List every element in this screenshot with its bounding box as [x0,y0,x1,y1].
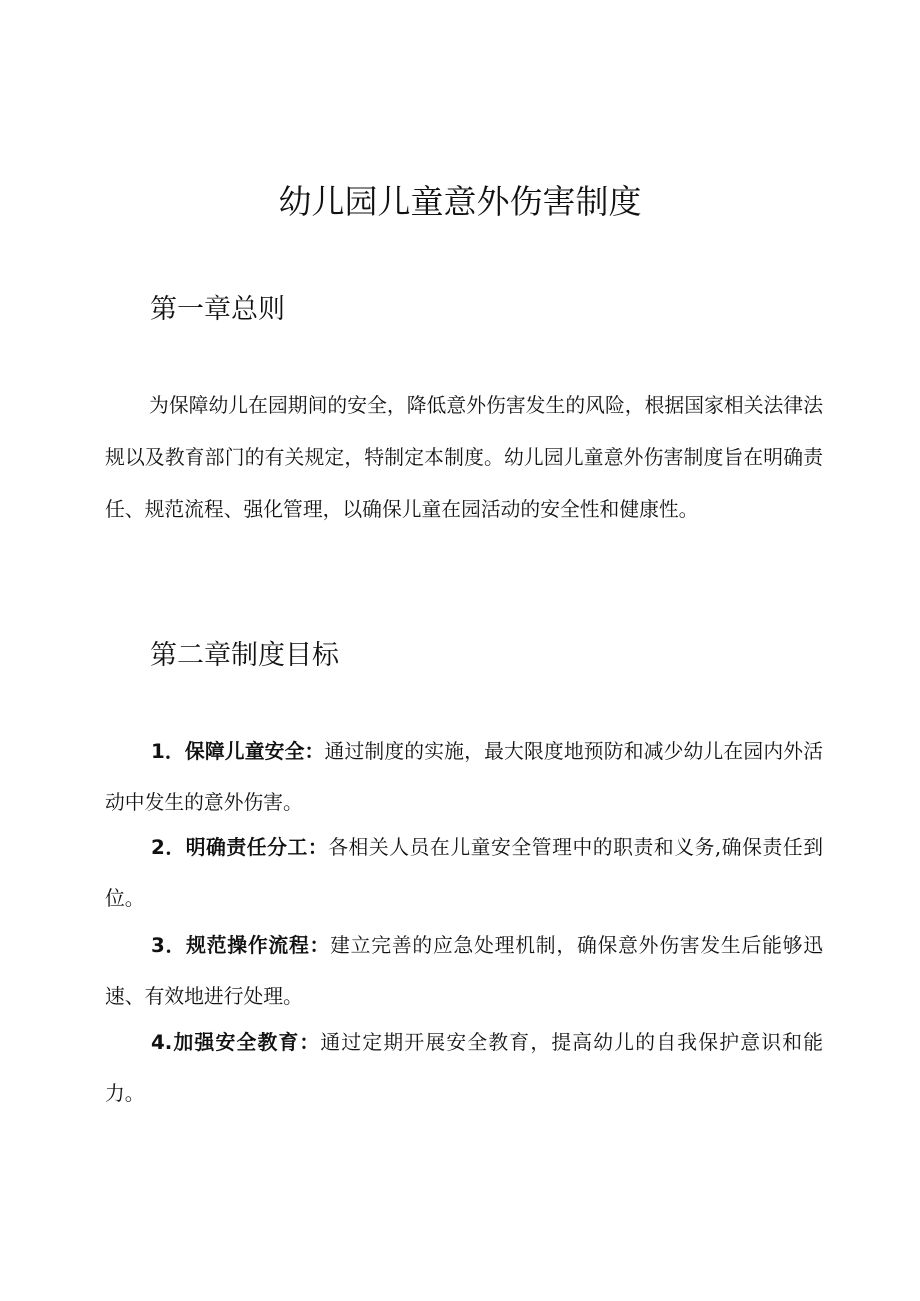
chapter-2-heading: 第二章制度目标 [150,640,339,671]
goal-item-1 [105,726,823,828]
goal-item-4-lead: 4.加强安全教育： [151,1031,321,1054]
goal-item-3-text: 建立完善的应急处理机制，确保意外伤害发生后能够迅速、有效地进行处理。 [105,934,823,1008]
goal-item-2-lead: 2．明确责任分工： [151,836,329,859]
goal-item-2 [105,822,823,924]
goal-item-1-text: 通过制度的实施，最大限度地预防和减少幼儿在园内外活动中发生的意外伤害。 [105,740,823,814]
chapter-1-paragraph: 为保障幼儿在园期间的安全，降低意外伤害发生的风险，根据国家相关法律法规以及教育部门的有关规定，特制定本制度。幼儿园儿童意外伤害制度旨在明确责任、规范流程、强化管理，以确保儿童在园活动的安全性和健康性。 [105,394,823,521]
goal-item-3-lead: 3．规范操作流程： [151,934,331,957]
goal-item-2-text: 各相关人员在儿童安全管理中的职责和义务,确保责任到位。 [105,836,824,910]
chapter-1-heading: 第一章总则 [150,294,285,325]
goal-item-3 [105,920,823,1022]
document-title: 幼儿园儿童意外伤害制度 [278,182,642,221]
goal-item-1-lead: 1．保障儿童安全： [151,740,325,763]
goal-item-4-text: 通过定期开展安全教育，提高幼儿的自我保护意识和能力。 [105,1031,823,1105]
goal-item-4 [105,1017,823,1119]
